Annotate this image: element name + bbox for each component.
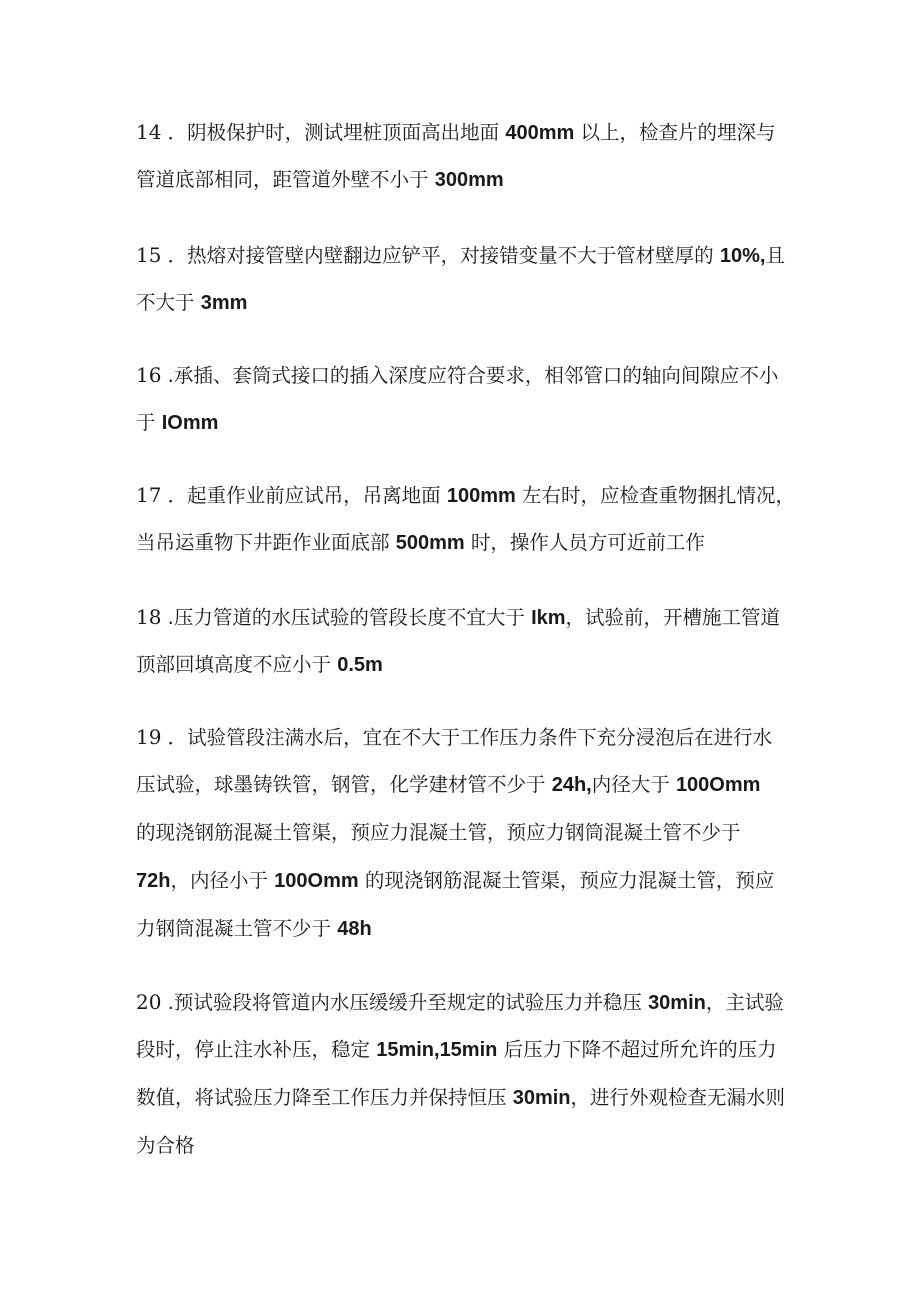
text-line xyxy=(136,593,816,641)
text-line xyxy=(136,809,816,857)
text-segment: .预试验段将管道内水压缓缓升至规定的试验压力并稳压 xyxy=(161,991,649,1014)
text-line xyxy=(136,108,816,156)
text-segment: .承插、套筒式接口的插入深度应符合要求，相邻管口的轴向间隙应不小 xyxy=(161,364,779,387)
bold-value: 400mm xyxy=(505,122,575,144)
item-number: 17 xyxy=(136,483,162,507)
text-line xyxy=(136,471,816,519)
text-line xyxy=(136,519,816,567)
text-line xyxy=(136,905,816,953)
text-segment: 以上，检查片的埋深与 xyxy=(574,121,776,144)
text-line xyxy=(136,156,816,204)
text-segment: ，主试验 xyxy=(705,991,784,1014)
text-line xyxy=(136,279,816,327)
text-segment: 内径大于 xyxy=(591,773,676,796)
item-17 xyxy=(136,471,816,567)
text-segment: 当吊运重物下井距作业面底部 xyxy=(136,531,396,554)
bold-value: Ikm xyxy=(531,607,566,629)
text-line xyxy=(136,1122,816,1170)
item-number: 15 xyxy=(136,243,162,267)
text-segment: 段时，停止注水补压，稳定 xyxy=(136,1038,377,1061)
text-segment: 且 xyxy=(765,244,785,267)
text-segment: 的现浇钢筋混凝土管渠，预应力混凝土管，预应 xyxy=(358,869,775,892)
bold-value: 30min xyxy=(648,992,706,1014)
bold-value: 500mm xyxy=(395,532,465,554)
text-segment: 的现浇钢筋混凝土管渠，预应力混凝土管，预应力钢筒混凝土管不少于 xyxy=(136,821,741,844)
text-segment: 后压力下降不超过所允许的压力 xyxy=(497,1038,777,1061)
bold-value: 300mm xyxy=(434,169,504,191)
text-segment: 数值，将试验压力降至工作压力并保持恒压 xyxy=(136,1086,513,1109)
item-20 xyxy=(136,978,816,1170)
item-number: 20 xyxy=(136,990,162,1014)
text-segment: ，内径小于 xyxy=(170,869,275,892)
text-segment: 管道底部相同，距管道外壁不小于 xyxy=(136,168,435,191)
text-segment: 压试验，球墨铸铁管，钢管，化学建材管不少于 xyxy=(136,773,552,796)
text-segment: 为合格 xyxy=(136,1134,195,1157)
item-number: 16 xyxy=(136,363,162,387)
text-line xyxy=(136,857,816,905)
text-segment: 力钢筒混凝土管不少于 xyxy=(136,917,338,940)
text-segment: ，试验前，开槽施工管道 xyxy=(565,606,781,629)
item-16 xyxy=(136,351,816,447)
bold-value: 48h xyxy=(337,918,372,940)
text-line xyxy=(136,351,816,399)
item-19 xyxy=(136,713,816,953)
text-line xyxy=(136,1074,816,1122)
item-number: 19 xyxy=(136,725,162,749)
text-line xyxy=(136,713,816,761)
text-line xyxy=(136,761,816,809)
text-segment: 不大于 xyxy=(136,291,201,314)
text-segment: 于 xyxy=(136,411,162,434)
item-15 xyxy=(136,231,816,327)
text-line xyxy=(136,1026,816,1074)
text-segment: 左右时，应检查重物捆扎情况， xyxy=(515,484,795,507)
bold-value: 15min,15min xyxy=(376,1039,498,1061)
bold-value: 3mm xyxy=(200,292,248,314)
bold-value: 100Omm xyxy=(274,870,359,892)
text-segment: 时，操作人员方可近前工作 xyxy=(464,531,705,554)
text-line xyxy=(136,231,816,279)
text-segment: ，进行外观检查无漏水则 xyxy=(570,1086,786,1109)
bold-value: IOmm xyxy=(161,412,219,434)
bold-value: 24h, xyxy=(551,774,592,796)
bold-value: 10%, xyxy=(719,245,766,267)
bold-value: 72h xyxy=(136,870,171,892)
text-segment: ．试验管段注满水后，宜在不大于工作压力条件下充分浸泡后在进行水 xyxy=(161,726,773,749)
bold-value: 100Omm xyxy=(675,774,761,796)
bold-value: 0.5m xyxy=(337,654,383,676)
bold-value: 30min xyxy=(512,1087,571,1109)
item-number: 18 xyxy=(136,605,162,629)
bold-value: 100mm xyxy=(446,485,516,507)
text-segment: 顶部回填高度不应小于 xyxy=(136,653,338,676)
text-line xyxy=(136,978,816,1026)
item-14 xyxy=(136,108,816,204)
text-segment: ．热熔对接管壁内壁翻边应铲平，对接错变量不大于管材壁厚的 xyxy=(161,244,720,267)
text-segment: .压力管道的水压试验的管段长度不宜大于 xyxy=(161,606,532,629)
text-line xyxy=(136,399,816,447)
item-18 xyxy=(136,593,816,689)
item-number: 14 xyxy=(136,120,162,144)
text-segment: ．阴极保护时，测试埋桩顶面高出地面 xyxy=(161,121,506,144)
text-line xyxy=(136,641,816,689)
text-segment: ．起重作业前应试吊，吊离地面 xyxy=(161,484,447,507)
